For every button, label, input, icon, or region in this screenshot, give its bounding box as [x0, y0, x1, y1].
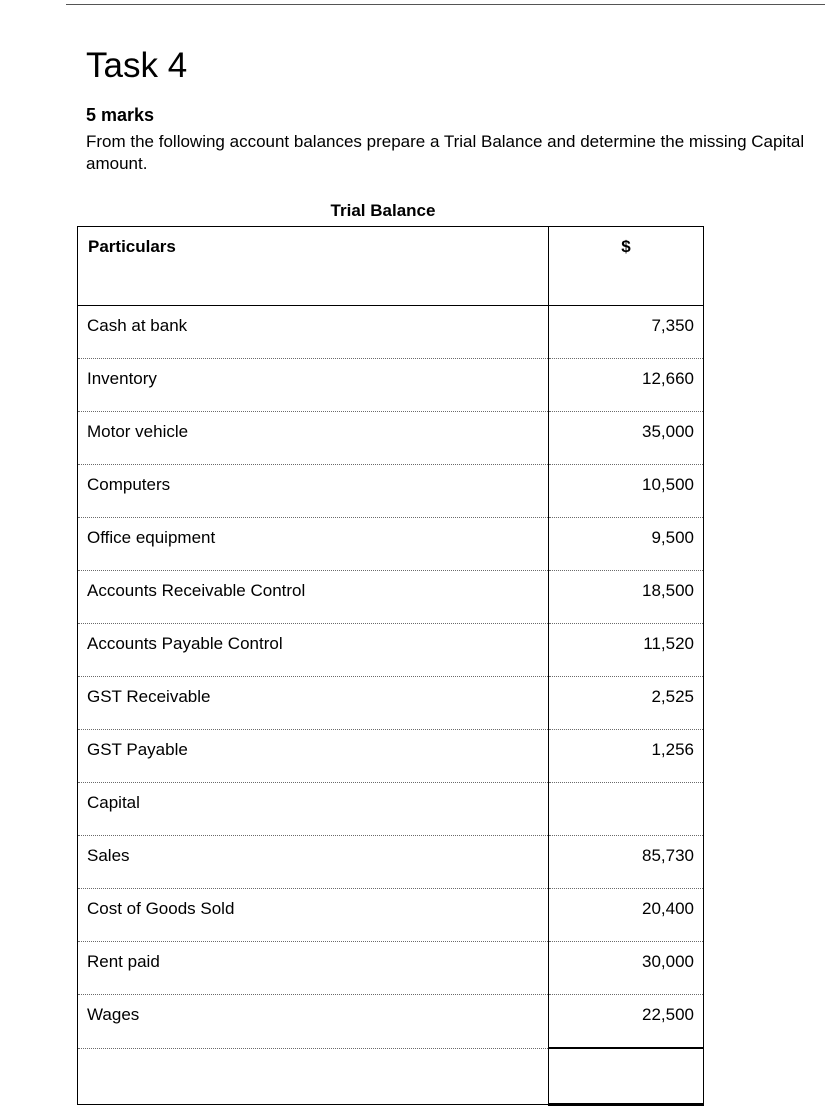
amount-cell[interactable]: 85,730 — [549, 836, 704, 889]
task-title: Task 4 — [86, 46, 188, 85]
amount-cell[interactable]: 2,525 — [549, 677, 704, 730]
table-header-row — [78, 227, 704, 306]
particular-cell: Capital — [78, 783, 549, 836]
table-row — [78, 306, 704, 359]
total-row — [78, 1048, 704, 1105]
table-row — [78, 359, 704, 412]
table-row — [78, 412, 704, 465]
particular-cell: Inventory — [78, 359, 549, 412]
particulars-header: Particulars — [78, 227, 549, 306]
amount-cell[interactable]: 1,256 — [549, 730, 704, 783]
amount-header: $ — [549, 227, 704, 306]
particular-cell: GST Receivable — [78, 677, 549, 730]
amount-cell[interactable]: 30,000 — [549, 942, 704, 995]
top-divider — [66, 4, 825, 5]
particular-cell: Cost of Goods Sold — [78, 889, 549, 942]
particular-cell: Cash at bank — [78, 306, 549, 359]
amount-cell[interactable]: 12,660 — [549, 359, 704, 412]
particular-cell: Office equipment — [78, 518, 549, 571]
total-label-cell[interactable] — [78, 1048, 549, 1105]
amount-cell[interactable]: 18,500 — [549, 571, 704, 624]
particular-cell: Accounts Receivable Control — [78, 571, 549, 624]
table-row — [78, 995, 704, 1049]
table-row — [78, 677, 704, 730]
table-row — [78, 518, 704, 571]
table-row — [78, 942, 704, 995]
table-row — [78, 465, 704, 518]
particular-cell: Sales — [78, 836, 549, 889]
amount-cell[interactable]: 35,000 — [549, 412, 704, 465]
table-row — [78, 783, 704, 836]
amount-cell[interactable]: 11,520 — [549, 624, 704, 677]
table-row — [78, 836, 704, 889]
particular-cell: Accounts Payable Control — [78, 624, 549, 677]
table-row — [78, 889, 704, 942]
particular-cell: Rent paid — [78, 942, 549, 995]
capital-amount-cell[interactable] — [549, 783, 704, 836]
table-row — [78, 571, 704, 624]
marks-label: 5 marks — [86, 105, 155, 125]
amount-cell[interactable]: 20,400 — [549, 889, 704, 942]
total-amount-cell[interactable] — [549, 1048, 704, 1105]
task-instructions: From the following account balances prepare a Trial Balance and determine the missing Capital amount. — [86, 132, 805, 173]
amount-cell[interactable]: 9,500 — [549, 518, 704, 571]
amount-cell[interactable]: 10,500 — [549, 465, 704, 518]
trial-balance-table — [77, 226, 704, 1106]
trial-balance-title: Trial Balance — [330, 201, 436, 220]
table-row — [78, 730, 704, 783]
particular-cell: GST Payable — [78, 730, 549, 783]
table-row — [78, 624, 704, 677]
particular-cell: Motor vehicle — [78, 412, 549, 465]
amount-cell[interactable]: 22,500 — [549, 995, 704, 1049]
particular-cell: Computers — [78, 465, 549, 518]
amount-cell[interactable]: 7,350 — [549, 306, 704, 359]
particular-cell: Wages — [78, 995, 549, 1049]
